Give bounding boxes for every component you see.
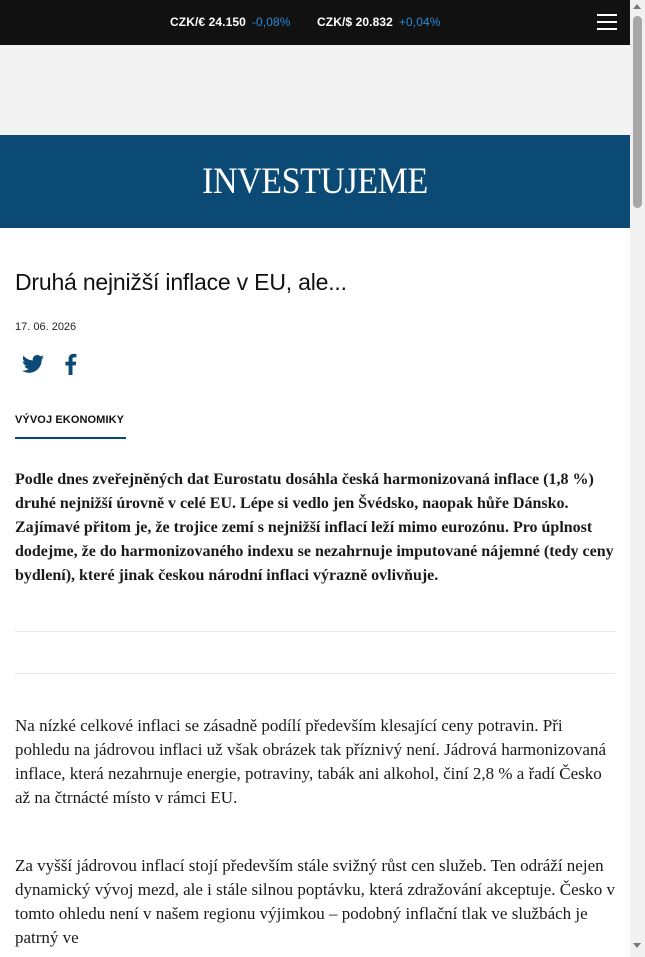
- scroll-down-arrow-icon[interactable]: [633, 943, 641, 948]
- divider: [15, 631, 615, 632]
- scroll-up-arrow-icon[interactable]: [633, 4, 641, 9]
- brand-logo[interactable]: INVESTUJEME: [202, 161, 428, 202]
- ticker-eur: [170, 15, 291, 29]
- scrollbar[interactable]: [630, 0, 645, 957]
- article-paragraph: Za vyšší jádrovou inflací stojí především stále svižný růst cen služeb. Ten odráží nejen dynamický vývoj mezd, ale i stále silnou poptávku, která zdražování akceptuje. Česko v tomto ohledu není v našem regionu výjimkou – podobný inflační tlak ve službách je patrný ve: [15, 856, 616, 947]
- ticker-usd: [317, 15, 441, 29]
- ticker-usd-change: +0,04%: [398, 15, 441, 29]
- article-category[interactable]: VÝVOJ EKONOMIKY: [15, 414, 125, 426]
- article-perex: Podle dnes zveřejněných dat Eurostatu dosáhla česká harmonizovaná inflace (1,8 %) druhé nejnižší úrovně v celé EU. Lépe si vedlo jen Švédsko, naopak hůře Dánsko. Zajímavé přitom je, že trojice zemí s nejnižší inflací leží mimo eurozónu. Pro úplnost dodejme, že do harmonizovaného indexu se nezahrnuje imputované nájemné (tedy ceny bydlení), které jinak českou národní inflaci výrazně ovlivňuje.: [15, 471, 614, 584]
- ticker-eur-change: -0,08%: [251, 15, 291, 29]
- scrollbar-thumb[interactable]: [633, 16, 642, 208]
- divider: [15, 673, 615, 674]
- hamburger-menu-icon[interactable]: [597, 13, 617, 31]
- twitter-icon[interactable]: [21, 352, 45, 376]
- ad-space: [0, 45, 630, 135]
- facebook-icon[interactable]: [59, 352, 83, 376]
- brand-banner: [0, 135, 630, 228]
- ticker-eur-label: CZK/€ 24.150: [170, 15, 246, 29]
- category-underline: [15, 437, 126, 439]
- article-title: Druhá nejnižší inflace v EU, ale...: [15, 269, 347, 295]
- ticker-bar: [0, 0, 630, 45]
- article-paragraph: Na nízké celkové inflaci se zásadně podílí především klesající ceny potravin. Při pohledu na jádrovou inflaci už však obrázek tak příznivý není. Jádrová harmonizovaná inflace, která nezahrnuje energie, potraviny, tabák ani alkohol, činí 2,8 % a řadí Česko až na čtrnácté místo v rámci EU.: [15, 716, 607, 807]
- article-date: 17. 06. 2026: [15, 321, 77, 333]
- ticker-usd-label: CZK/$ 20.832: [317, 15, 393, 29]
